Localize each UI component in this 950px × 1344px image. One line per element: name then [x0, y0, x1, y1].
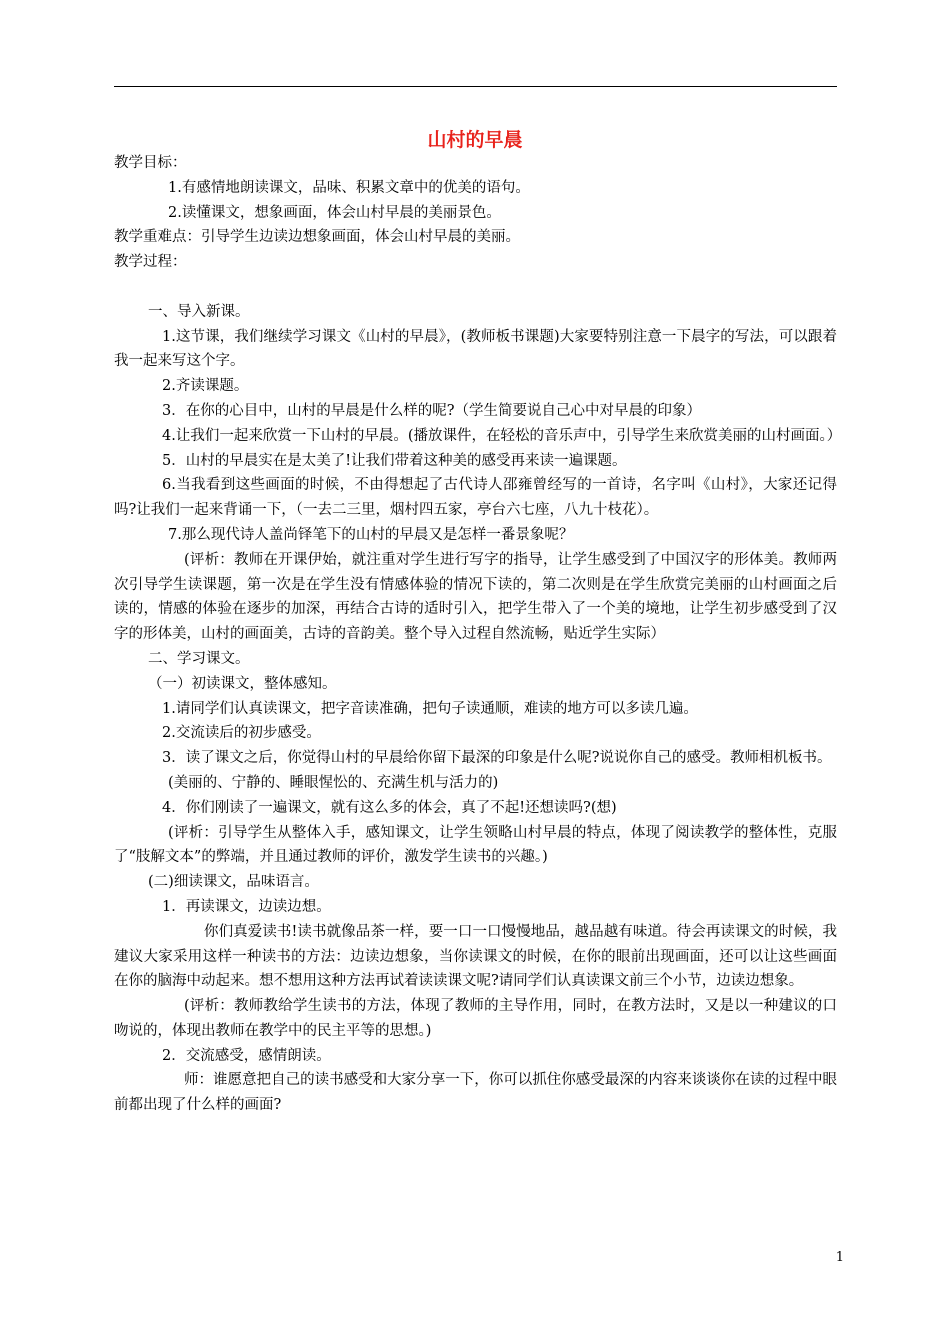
paragraph: 1.请同学们认真读课文，把字音读准确，把句子读通顺，难读的地方可以多读几遍。	[162, 700, 698, 717]
paragraph: (评析：教师在开课伊始，就注重对学生进行写字的指导，让学生感受到了中国汉字的形体美。教师两次引导学生读课题，第一次是在学生没有情感体验的情况下读的，第二次则是在学生欣赏完美丽的山村画面之后读的，情感的体验在逐步的加深，再结合古诗的适时引入，把学生带入了一个美的境地，让学生初步感受到了汉字的形体美，山村的画面美，古诗的音韵美。整个导入过程自然流畅，贴近学生实际）	[114, 551, 837, 643]
header-rule	[114, 86, 837, 87]
paragraph: 7.那么现代诗人盖尚铎笔下的山村的早晨又是怎样一番景象呢？	[168, 526, 574, 543]
paragraph: 教学重难点：引导学生边读边想象画面，体会山村早晨的美丽。	[114, 229, 520, 246]
paragraph: 6.当我看到这些画面的时候，不由得想起了古代诗人邵雍曾经写的一首诗，名字叫《山村》，大家还记得吗?让我们一起来背诵一下，（一去二三里，烟村四五家，亭台六七座，八九十枝花）。	[114, 477, 837, 519]
paragraph: 2.齐读课题。	[162, 378, 249, 395]
paragraph: 2.读懂课文，想象画面，体会山村早晨的美丽景色。	[168, 204, 501, 221]
paragraph: 1．再读课文，边读边想。	[162, 898, 331, 915]
paragraph: 一、导入新课。	[148, 303, 250, 320]
paragraph: 2．交流感受，感情朗读。	[162, 1047, 331, 1064]
paragraph: （一）初读课文，整体感知。	[148, 675, 337, 692]
paragraph: 教学过程：	[114, 254, 187, 271]
paragraph: 教学目标：	[114, 155, 187, 171]
paragraph: (评析：教师教给学生读书的方法，体现了教师的主导作用，同时，在教方法时，又是以一种建议的口吻说的，体现出教师在教学中的民主平等的思想。)	[114, 998, 837, 1039]
blank-line	[114, 275, 837, 300]
paragraph: 二、学习课文。	[148, 650, 250, 667]
paragraph: 3．读了课文之后，你觉得山村的早晨给你留下最深的印象是什么呢?说说你自己的感受。教师相机板书。	[162, 750, 832, 767]
page-number: 1	[835, 1250, 844, 1265]
paragraph: 1.这节课，我们继续学习课文《山村的早晨》，(教师板书课题)大家要特别注意一下晨字的写法，可以跟着我一起来写这个字。	[114, 328, 837, 370]
paragraph: 4.让我们一起来欣赏一下山村的早晨。(播放课件，在轻松的音乐声中，引导学生来欣赏美丽的山村画面。）	[162, 427, 842, 444]
paragraph: 师：谁愿意把自己的读书感受和大家分享一下，你可以抓住你感受最深的内容来谈谈你在读的过程中眼前都出现了什么样的画面?	[114, 1072, 837, 1114]
paragraph: 3．在你的心目中，山村的早晨是什么样的呢?（学生简要说自己心中对早晨的印象）	[162, 402, 701, 419]
paragraph: 2.交流读后的初步感受。	[162, 725, 321, 742]
document-title: 山村的早晨	[427, 129, 523, 151]
paragraph: 4．你们刚读了一遍课文，就有这么多的体会，真了不起!还想读吗?(想)	[162, 799, 617, 816]
paragraph: 5．山村的早晨实在是太美了!让我们带着这种美的感受再来读一遍课题。	[162, 452, 627, 469]
paragraph: (评析：引导学生从整体入手，感知课文，让学生领略山村早晨的特点，体现了阅读教学的整体性，克服了“肢解文本”的弊端，并且通过教师的评价，激发学生读书的兴趣。)	[114, 824, 837, 866]
paragraph: 你们真爱读书!读书就像品茶一样，要一口一口慢慢地品，越品越有味道。待会再读课文的时候，我建议大家采用这样一种读书的方法：边读边想象，当你读课文的时候，在你的眼前出现画面，还可以让这些画面在你的脑海中动起来。想不想用这种方法再试着读读课文呢?请同学们认真读课文前三个小节，边读边想象。	[114, 923, 837, 990]
document-body	[114, 151, 842, 1118]
paragraph: (美丽的、宁静的、睡眼惺忪的、充满生机与活力的)	[168, 774, 499, 791]
paragraph: (二)细读课文，品味语言。	[148, 874, 319, 891]
paragraph: 1.有感情地朗读课文，品味、积累文章中的优美的语句。	[168, 179, 530, 196]
